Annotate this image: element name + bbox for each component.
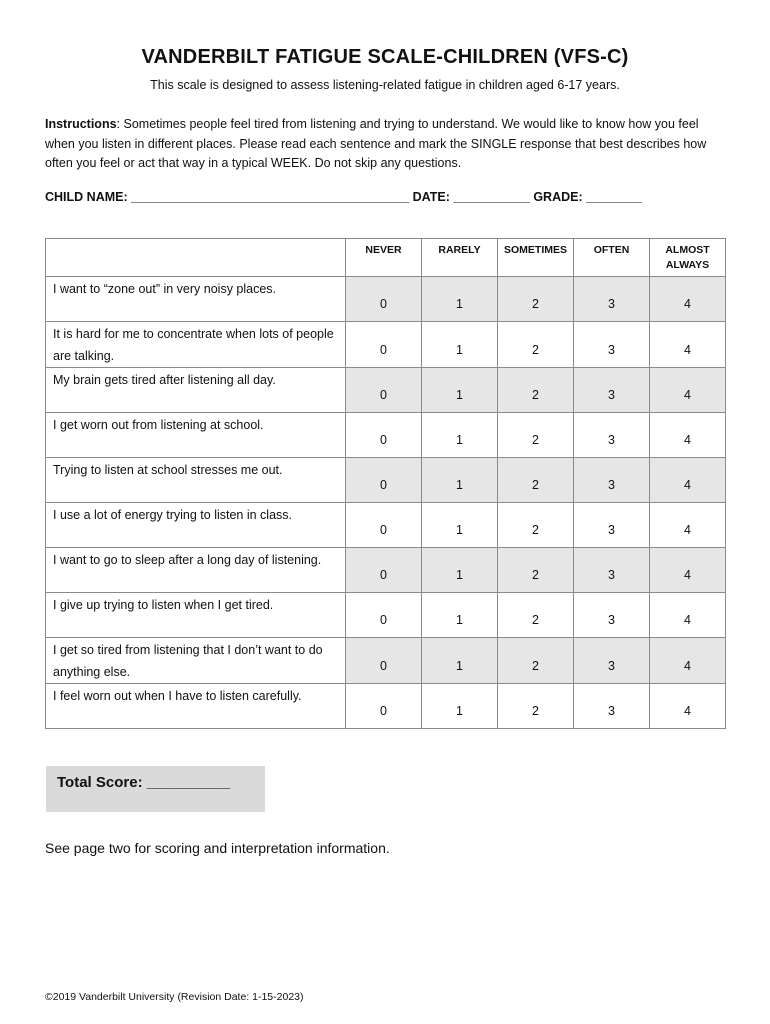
response-option[interactable]: 2 <box>498 503 574 548</box>
response-option[interactable]: 3 <box>574 322 650 368</box>
response-option[interactable]: 1 <box>422 638 498 684</box>
response-option[interactable]: 1 <box>422 277 498 322</box>
response-option[interactable]: 3 <box>574 277 650 322</box>
header-statement <box>46 239 346 277</box>
table-row <box>46 638 726 684</box>
response-option[interactable]: 1 <box>422 503 498 548</box>
response-option[interactable]: 0 <box>346 638 422 684</box>
instructions-label: Instructions <box>45 117 117 131</box>
document-title: VANDERBILT FATIGUE SCALE-CHILDREN (VFS-C) <box>141 46 629 68</box>
table-row <box>46 684 726 729</box>
response-option[interactable]: 4 <box>650 503 726 548</box>
header-sometimes: SOMETIMES <box>498 239 574 277</box>
response-option[interactable]: 1 <box>422 684 498 729</box>
response-option[interactable]: 3 <box>574 413 650 458</box>
response-option[interactable]: 2 <box>498 593 574 638</box>
response-option[interactable]: 2 <box>498 638 574 684</box>
response-option[interactable]: 1 <box>422 548 498 593</box>
statement-cell: I get worn out from listening at school. <box>46 413 346 458</box>
response-option[interactable]: 0 <box>346 548 422 593</box>
table-row <box>46 458 726 503</box>
response-option[interactable]: 2 <box>498 548 574 593</box>
response-option[interactable]: 3 <box>574 684 650 729</box>
see-page-note: See page two for scoring and interpretation information. <box>45 840 390 856</box>
response-option[interactable]: 3 <box>574 368 650 413</box>
table-row <box>46 548 726 593</box>
table-row <box>46 368 726 413</box>
header-often: OFTEN <box>574 239 650 277</box>
table-row <box>46 413 726 458</box>
response-option[interactable]: 0 <box>346 277 422 322</box>
response-option[interactable]: 0 <box>346 458 422 503</box>
table-row <box>46 277 726 322</box>
response-option[interactable]: 3 <box>574 503 650 548</box>
response-option[interactable]: 0 <box>346 503 422 548</box>
fatigue-scale-table <box>45 238 726 729</box>
table-header-row <box>46 239 726 277</box>
response-option[interactable]: 1 <box>422 322 498 368</box>
header-never: NEVER <box>346 239 422 277</box>
response-option[interactable]: 1 <box>422 368 498 413</box>
response-option[interactable]: 4 <box>650 368 726 413</box>
table-row <box>46 503 726 548</box>
response-option[interactable]: 3 <box>574 458 650 503</box>
response-option[interactable]: 0 <box>346 322 422 368</box>
statement-cell: I give up trying to listen when I get tired. <box>46 593 346 638</box>
child-info-fields[interactable]: CHILD NAME: ________________________________________ DATE: ___________ GRADE: ________ <box>45 190 642 204</box>
response-option[interactable]: 3 <box>574 548 650 593</box>
response-option[interactable]: 4 <box>650 413 726 458</box>
statement-cell: I get so tired from listening that I don’t want to do anything else. <box>46 638 346 684</box>
response-option[interactable]: 4 <box>650 322 726 368</box>
copyright-footer: ©2019 Vanderbilt University (Revision Date: 1-15-2023) <box>45 991 304 1003</box>
header-almost-always: ALMOST ALWAYS <box>650 239 726 277</box>
response-option[interactable]: 4 <box>650 638 726 684</box>
response-option[interactable]: 4 <box>650 277 726 322</box>
instructions <box>45 115 730 174</box>
table-row <box>46 593 726 638</box>
total-score-box <box>46 766 265 812</box>
response-option[interactable]: 1 <box>422 593 498 638</box>
response-option[interactable]: 2 <box>498 458 574 503</box>
response-option[interactable]: 1 <box>422 458 498 503</box>
response-option[interactable]: 1 <box>422 413 498 458</box>
instructions-text: : Sometimes people feel tired from listening and trying to understand. We would like to know how you feel when you listen in different places. Please read each sentence and mark the SINGLE response that best describes how often you feel or act that way in a typical WEEK. Do not skip any questions. <box>45 117 707 170</box>
document-subtitle: This scale is designed to assess listening-related fatigue in children aged 6-17 years. <box>150 78 620 92</box>
response-option[interactable]: 2 <box>498 684 574 729</box>
response-option[interactable]: 4 <box>650 593 726 638</box>
response-option[interactable]: 2 <box>498 413 574 458</box>
response-option[interactable]: 0 <box>346 593 422 638</box>
response-option[interactable]: 0 <box>346 413 422 458</box>
response-option[interactable]: 3 <box>574 638 650 684</box>
response-option[interactable]: 4 <box>650 548 726 593</box>
total-score-label[interactable]: Total Score: __________ <box>57 774 231 791</box>
response-option[interactable]: 0 <box>346 684 422 729</box>
statement-cell: I want to go to sleep after a long day of listening. <box>46 548 346 593</box>
response-option[interactable]: 4 <box>650 458 726 503</box>
response-option[interactable]: 3 <box>574 593 650 638</box>
response-option[interactable]: 2 <box>498 277 574 322</box>
statement-cell: I feel worn out when I have to listen carefully. <box>46 684 346 729</box>
statement-cell: It is hard for me to concentrate when lots of people are talking. <box>46 322 346 368</box>
header-rarely: RARELY <box>422 239 498 277</box>
statement-cell: I want to “zone out” in very noisy places. <box>46 277 346 322</box>
response-option[interactable]: 0 <box>346 368 422 413</box>
statement-cell: My brain gets tired after listening all day. <box>46 368 346 413</box>
response-option[interactable]: 2 <box>498 368 574 413</box>
statement-cell: Trying to listen at school stresses me out. <box>46 458 346 503</box>
response-option[interactable]: 4 <box>650 684 726 729</box>
response-option[interactable]: 2 <box>498 322 574 368</box>
statement-cell: I use a lot of energy trying to listen in class. <box>46 503 346 548</box>
table-row <box>46 322 726 368</box>
